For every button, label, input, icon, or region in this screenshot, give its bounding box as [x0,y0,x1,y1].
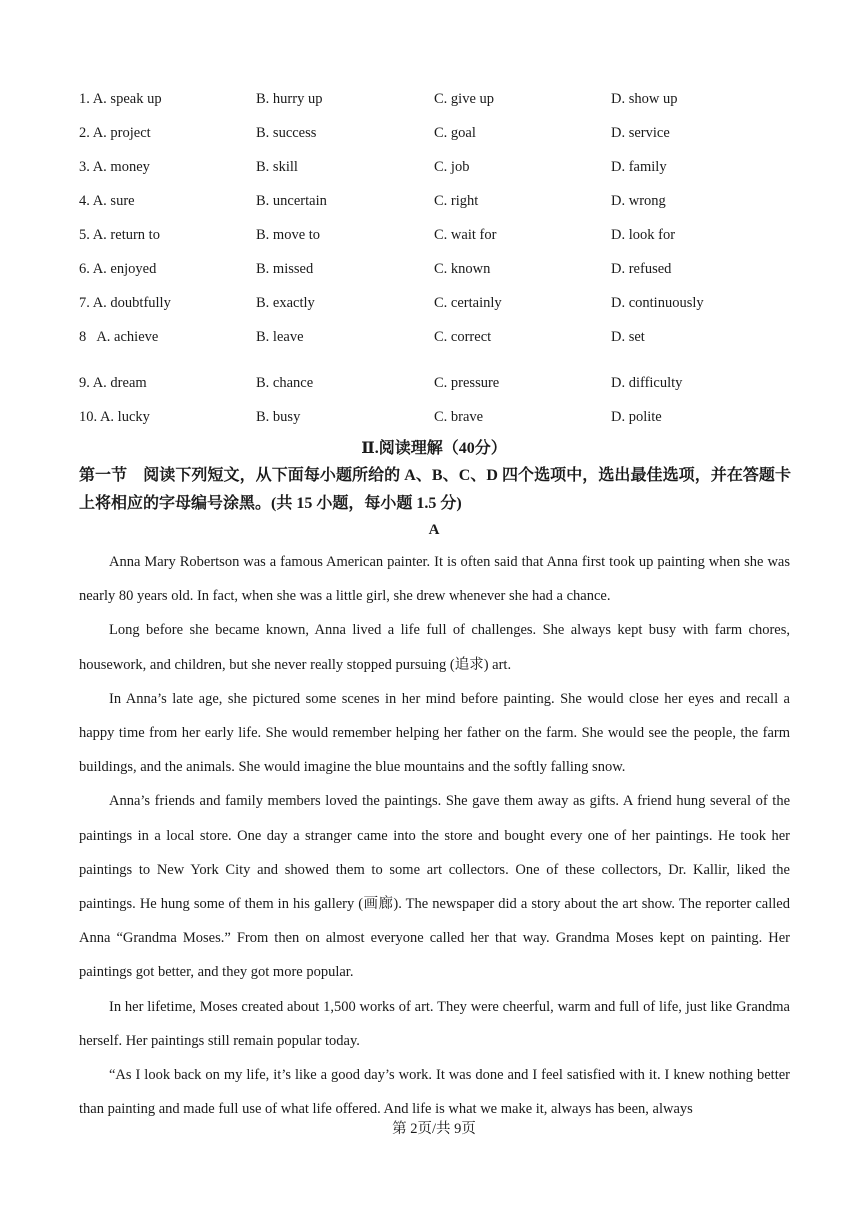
option-a: 10. A. lucky [79,409,150,425]
option-b: B. hurry up [256,91,323,107]
option-row-1 [79,88,799,122]
option-c: C. wait for [434,227,497,243]
option-row-4 [79,190,799,224]
paragraph: Long before she became known, Anna lived a life full of challenges. She always kept busy with farm chores, housework, and children, but she never really stopped pursuing (追求) art. [79,622,790,673]
section-instructions: 第一节 阅读下列短文，从下面每小题所给的 A、B、C、D 四个选项中，选出最佳选项，并在答题卡上将相应的字母编号涂黑。(共 15 小题，每小题 1.5 分) [79,467,791,512]
option-c: C. goal [434,125,476,141]
option-c: C. pressure [434,375,500,391]
option-c: C. right [434,193,479,209]
paragraph: In her lifetime, Moses created about 1,500 works of art. They were cheerful, warm and full of life, just like Grandma herself. Her paintings still remain popular today. [79,998,790,1049]
option-row-10 [79,406,799,440]
paragraph: In Anna’s late age, she pictured some scenes in her mind before painting. She would close her eyes and recall a happy time from her early life. She would remember helping her father on the farm. She would see the people, the farm buildings, and the animals. She would imagine the blue mountains and the softly falling snow. [79,690,790,776]
option-b: B. skill [256,159,298,175]
option-b: B. exactly [256,295,315,311]
option-a: 5. A. return to [79,227,160,243]
paragraph: Anna’s friends and family members loved the paintings. She gave them away as gifts. A friend hung several of the paintings in a local store. One day a stranger came into the store and bought every one of her paintings. He took her paintings to New York City and showed them to some art collectors. One of these collectors, Dr. Kallir, liked the paintings. He hung some of them in his gallery (画廊). The newspaper did a story about the art show. The reporter called Anna “Grandma Moses.” From then on almost everyone called her that way. Grandma Moses kept on painting. Her paintings got better, and they got more popular. [79,793,790,981]
option-b: B. chance [256,375,314,391]
option-row-2 [79,122,799,156]
option-c: C. certainly [434,295,502,311]
paragraph: “As I look back on my life, it’s like a good day’s work. It was done and I feel satisfied with it. I knew nothing better than painting and made full use of what life offered. And life is what we make it, always has been, always [79,1067,790,1118]
option-row-5 [79,224,799,258]
option-b: B. missed [256,261,314,277]
option-d: D. continuously [611,295,704,311]
reading-passage [79,545,790,1126]
option-a: 9. A. dream [79,375,147,391]
option-d: D. refused [611,261,672,277]
paragraph: Anna Mary Robertson was a famous American painter. It is often said that Anna first took up painting when she was nearly 80 years old. In fact, when she was a little girl, she drew whenever she had a chance. [79,554,790,605]
answer-options-list [79,88,799,440]
option-c: C. brave [434,409,484,425]
passage-letter: A [428,522,440,538]
page-number: 第 2页/共 9页 [392,1121,476,1137]
option-d: D. show up [611,91,678,107]
option-d: D. difficulty [611,375,683,391]
option-b: B. busy [256,409,301,425]
option-c: C. job [434,159,470,175]
option-c: C. give up [434,91,495,107]
option-d: D. polite [611,409,662,425]
option-a: 4. A. sure [79,193,135,209]
option-a: 1. A. speak up [79,91,162,107]
option-a: 3. A. money [79,159,150,175]
option-b: B. move to [256,227,321,243]
option-c: C. correct [434,329,492,345]
option-d: D. look for [611,227,676,243]
section-title: Ⅱ.阅读理解（40分） [361,440,507,457]
option-b: B. leave [256,329,304,345]
option-d: D. service [611,125,670,141]
option-c: C. known [434,261,491,277]
option-b: B. uncertain [256,193,327,209]
option-row-6 [79,258,799,292]
option-row-9 [79,372,799,406]
option-a: 7. A. doubtfully [79,295,171,311]
option-d: D. family [611,159,667,175]
option-b: B. success [256,125,317,141]
option-d: D. wrong [611,193,666,209]
option-d: D. set [611,329,645,345]
option-row-3 [79,156,799,190]
option-a: 8 A. achieve [79,329,159,345]
option-row-7 [79,292,799,326]
option-a: 2. A. project [79,125,151,141]
option-a: 6. A. enjoyed [79,261,157,277]
option-row-8 [79,326,799,372]
